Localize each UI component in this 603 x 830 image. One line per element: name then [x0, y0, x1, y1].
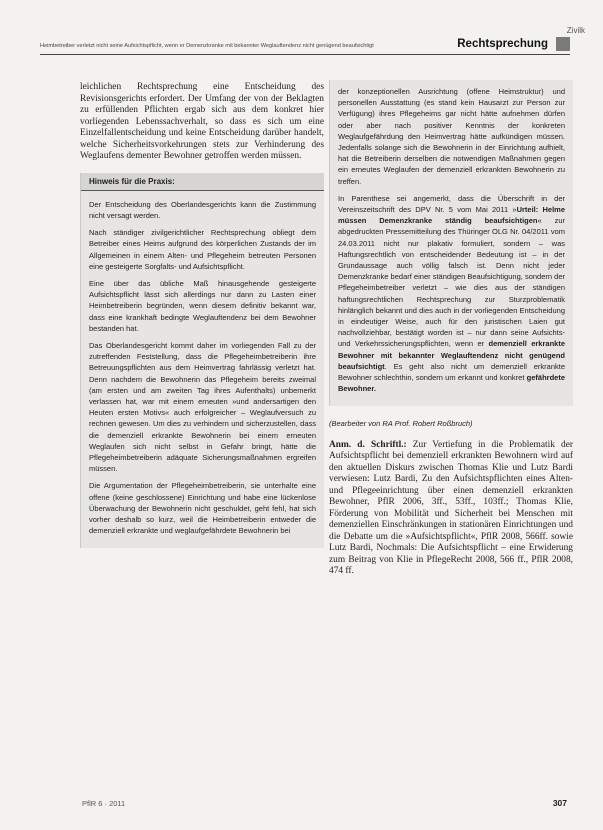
section-tag: Zivilk [566, 26, 585, 35]
parenthesis-paragraph [338, 193, 565, 395]
editor-note [329, 440, 573, 578]
bold-text-run: gefährdete Bewohner. [338, 373, 565, 394]
hint-paragraph: Die Argumentation der Pflegeheimbetreiberin, sie unterhalte eine offene (keine geschlossene) Einrichtung und habe eine lückenlose Überwachung der Bewohnerin nicht geschuldet, geht fehl, hat sich vorher deshalb so kurz, weil die Heimbetreiberin entweder die demenziell erkrankte und weglaufgefährdete Bewohnerin bei [89, 481, 316, 536]
hint-paragraph: der konzeptionellen Ausrichtung (offene Heimstruktur) und personellen Ausstattung (es stand kein Hausarzt zur Person zur Verfügung) ihres Pflegeheims gar nicht hätte aufnehmen dürfen oder aber nach positiver Kenntnis der konkreten Weglaufgefährdung den Heimvertrag hätte aufkündigen müssen. Jedenfalls solange sich die Bewohnerin in der Einrichtung aufhielt, hat die Betreiberin derselben die notwendigen Maßnahmen gegen ein erneutes Weglaufen der demenziell erkrankten Bewohnerin zu treffen. [338, 87, 565, 186]
hint-heading: Hinweis für die Praxis: [81, 173, 324, 191]
hint-paragraph: Das Oberlandesgericht kommt daher im vorliegenden Fall zu der zutreffenden Feststellung, dass die Pflegeheimbetreiberin ihre Betreuungspflichten aus dem Heimvertrag fahrlässig verletzt hat. Denn nachdem die Bewohnerin das Pflegeheim bereits zweimal (am ersten und am zweiten Tag ihres Aufenthalts) unbemerkt verlassen hat, war mit einem erneuten »und andersartigen den Heuten ersten Motivs« auch erfolgreicher – Weglaufversuch zu rechnen gewesen. Um dies zu verhindern und sicherzustellen, dass die demenziell erkrankte Bewohnerin bei einem erneuten Weglaufen sich nicht selbst in Gefahr bringt, hätte die Pflegeheimbetreiberin adäquate Sicherungsmaßnahmen ergreifen müssen. [89, 340, 316, 474]
bold-text-run: demenziell erkrankte Bewohner mit bekannter Weglauftendenz nicht genügend beaufsichtigt [338, 339, 565, 371]
hint-box-continued [329, 80, 573, 406]
header-marker-box [556, 37, 570, 51]
editor-note-text: Zur Vertiefung in die Problematik der Aufsichtspflicht bei demenziell erkrankten Bewohnern wird auf den aktuellen Diskurs zwischen Thomas Klie und Lutz Bardi verwiesen: Lutz Bardi, Zu den Aufsichtspflichten eines Alten- und Pflegeeinrichtung über einen demenziell erkrankten Bewohner, PflR 2006, 3ff., 53ff., 103ff.; Thomas Klie, Förderung von Mobilität und Sicherheit bei Menschen mit demenziellen Einschränkungen in stationären Einrichtungen und die Debatte um die »Aufsichtspflicht«, PflR 2008, 566ff. sowie Lutz Bardi, Nochmals: Die Aufsichtspflicht – eine Erwiderung zum Beitrag von Klie in PflegeRecht 2008, 566 ff., PflR 2008, 474 ff. [329, 439, 573, 577]
left-column [80, 82, 324, 548]
right-column [329, 82, 573, 584]
text-run: In Parenthese sei angemerkt, dass die Überschrift in der Vereinszeitschrift des DPV Nr. 5 vom Mai 2011 » [338, 193, 565, 215]
page-number: 307 [552, 798, 567, 808]
text-run: . Es geht also nicht um demenziell erkrankte Bewohner schlechthin, sondern um erkannt und konkret [338, 361, 565, 383]
intro-paragraph: leichlichen Rechtsprechung eine Entscheidung des Revisionsgerichts erfordert. Der Umfang der von der Beklagten zu erfüllenden Pflichten ergab sich aus dem konkret hier vorliegenden Lebenssachverhalt, so dass es sich um eine Einzelfallentscheidung und keine Entscheidung darüber handelt, welche Sicherheitsvorkehrungen stets zur Verhinderung des Weglaufens dementer Bewohner getroffen werden müssen. [80, 82, 324, 161]
author-attribution: (Bearbeiter von RA Prof. Robert Roßbruch) [329, 419, 473, 429]
hint-paragraph: Nach ständiger zivilgerichtlicher Rechtsprechung obliegt dem Betreiber eines Heims aufgrund des körperlichen Zustands der im Allgemeinen in einem Alten- und Pflegeheim betreuten Personen eine gesteigerte Sorgfalts- und Aufsichtspflicht. [89, 228, 316, 271]
bold-text-run: Urteil: Helme müssen Demenzkranke ständig beaufsichtigen [338, 205, 565, 226]
footer-journal-issue: PflR 6 · 2011 [82, 799, 126, 808]
hint-paragraph: Der Entscheidung des Oberlandesgerichts kann die Zustimmung nicht versagt werden. [89, 199, 316, 220]
header-subtitle: Heimbetreiber verletzt nicht seine Aufsichtspflicht, wenn er Demenzkranke mit bekannter Weglauftendenz nicht genügend beaufsichtigt [40, 43, 374, 49]
running-header [40, 38, 570, 55]
editor-note-heading: Anm. d. Schriftl.: [329, 439, 407, 450]
header-title: Rechtsprechung [457, 38, 548, 50]
hint-paragraph: Eine über das übliche Maß hinausgehende gesteigerte Aufsichtspflicht lässt sich allerdings nur dann zu Lasten einer Heimbetreiberin begründen, wenn diesem definitiv bekannt war, dass eine krankhaft bedingte Weglauftendenz bei dem Bewohner bestanden hat. [89, 278, 316, 333]
text-run: « zur abgedruckten Pressemitteilung des Thüringer OLG Nr. 04/2011 vom 24.03.2011 nicht nur plakativ formuliert, sondern – was Haftungsrechtlich von entscheidender Bedeutung ist – in der Grundaussage auch völlig falsch ist. Denn nicht jeder Demenzkranke bedarf einer ständigen Beaufsichtigung, sondern der Pflegeheimbetreiber verletzt – wie dies aus der ständigen haftungsrechtlichen Rechtsprechung zur Sturzproblematik hinlänglich bekannt und dies auch in der vorliegenden Entscheidung in eindeutiger Weise, auch für den juristischen Laien gut nachvollziehbar, bestätigt worden ist – nur dann seine Aufsichts- und Verkehrssicherungspflichten, wenn er [338, 216, 565, 349]
practice-hint-box [80, 173, 324, 549]
